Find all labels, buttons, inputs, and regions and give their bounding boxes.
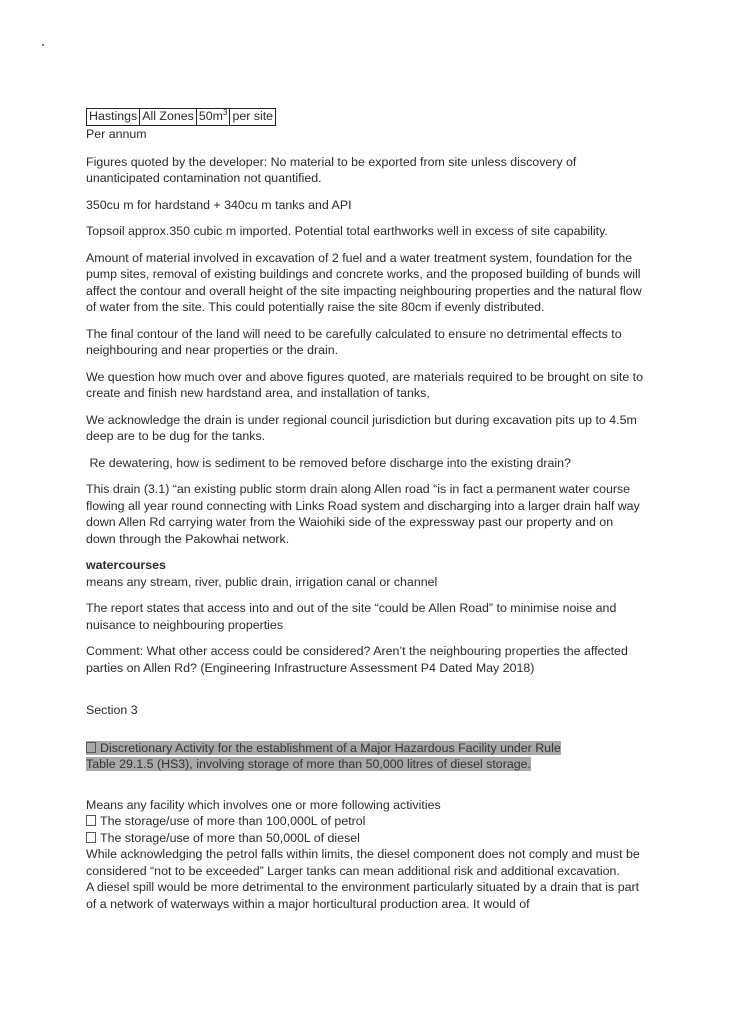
bullet-diesel (86, 830, 646, 847)
paragraph-comment: Comment: What other access could be considered? Aren’t the neighbouring properties the affected parties on Allen Rd? (Engineering Infrastructure Assessment P4 Dated May 2018) (86, 644, 628, 675)
table-cell-district: Hastings (87, 109, 140, 125)
per-annum-text: Per annum (86, 127, 147, 141)
document-page (86, 108, 646, 912)
volume-value: 50m (198, 109, 223, 123)
paragraph-contour: The final contour of the land will need to be carefully calculated to ensure no detrimental effects to neighbouring and near properties or the drain. (86, 326, 622, 357)
table-cell-zone: All Zones (140, 109, 197, 125)
rate-table (86, 108, 276, 126)
table-cell-volume (197, 109, 231, 125)
highlight-text-1: Discretionary Activity for the establishment of a Major Hazardous Facility under Rule (100, 740, 561, 755)
volume-unit-superscript: 3 (222, 107, 228, 117)
bullet-diesel-text: The storage/use of more than 50,000L of diesel (100, 830, 360, 845)
paragraph-drain-jurisdiction: We acknowledge the drain is under regional council jurisdiction but during excavation pits up to 4.5m deep are to be dug for the tanks. (86, 412, 637, 443)
paragraph-material: Amount of material involved in excavation of 2 fuel and a water treatment system, foundation for the pump sites, removal of existing buildings and concrete works, and the proposed building of bunds will affect the contour and overall height of the site impacting neighbouring properties and the natural flow of water from the site. This could potentially raise the site 80cm if evenly distributed. (86, 250, 642, 314)
paragraph-hardstand: 350cu m for hardstand + 340cu m tanks and API (86, 197, 352, 212)
paragraph-storm-drain: This drain (3.1) “an existing public storm drain along Allen road “is in fact a permanent water course flowing all year round connecting with Links Road system and discharging into a larger drain half way down Allen Rd carrying water from the Waiohiki side of the expressway past our property and on down through the Pakowhai network. (86, 482, 640, 546)
checkbox-glyph (86, 832, 96, 843)
paragraph-question: We question how much over and above figures quoted, are materials required to be brought on site to create and finish new hardstand area, and installation of tanks, (86, 369, 643, 400)
highlighted-rule (86, 740, 646, 773)
table-cell-per-site: per site (232, 109, 274, 123)
bullet-petrol-text: The storage/use of more than 100,000L of petrol (100, 814, 366, 828)
checkbox-glyph (86, 742, 96, 753)
scan-speck (42, 44, 44, 46)
paragraph-diesel-spill: A diesel spill would be more detrimental to the environment particularly situated by a drain that is part of a network of waterways within a major horticultural production area. It would of (86, 880, 640, 911)
watercourses-definition: means any stream, river, public drain, irrigation canal or channel (86, 574, 438, 589)
bullet-petrol (86, 813, 646, 830)
paragraph-access: The report states that access into and out of the site “could be Allen Road” to minimise noise and nuisance to neighbouring properties (86, 601, 617, 632)
paragraph-topsoil: Topsoil approx.350 cubic m imported. Potential total earthworks well in excess of site capability. (86, 224, 608, 238)
highlight-line-1 (86, 741, 561, 755)
paragraph-acknowledging: While acknowledging the petrol falls within limits, the diesel component does not comply and must be considered “not to be exceeded” Larger tanks can mean additional risk and additional excavation. (86, 847, 640, 878)
paragraph-dewatering: Re dewatering, how is sediment to be removed before discharge into the existing drain? (86, 455, 571, 470)
paragraph-figures: Figures quoted by the developer: No material to be exported from site unless discovery of unanticipated contamination not quantified. (86, 154, 577, 185)
watercourses-heading: watercourses (86, 558, 166, 572)
checkbox-glyph (86, 815, 96, 826)
section-3-heading: Section 3 (86, 703, 138, 717)
highlight-line-2: Table 29.1.5 (HS3), involving storage of more than 50,000 litres of diesel storage. (86, 757, 531, 771)
means-text: Means any facility which involves one or more following activities (86, 797, 441, 812)
